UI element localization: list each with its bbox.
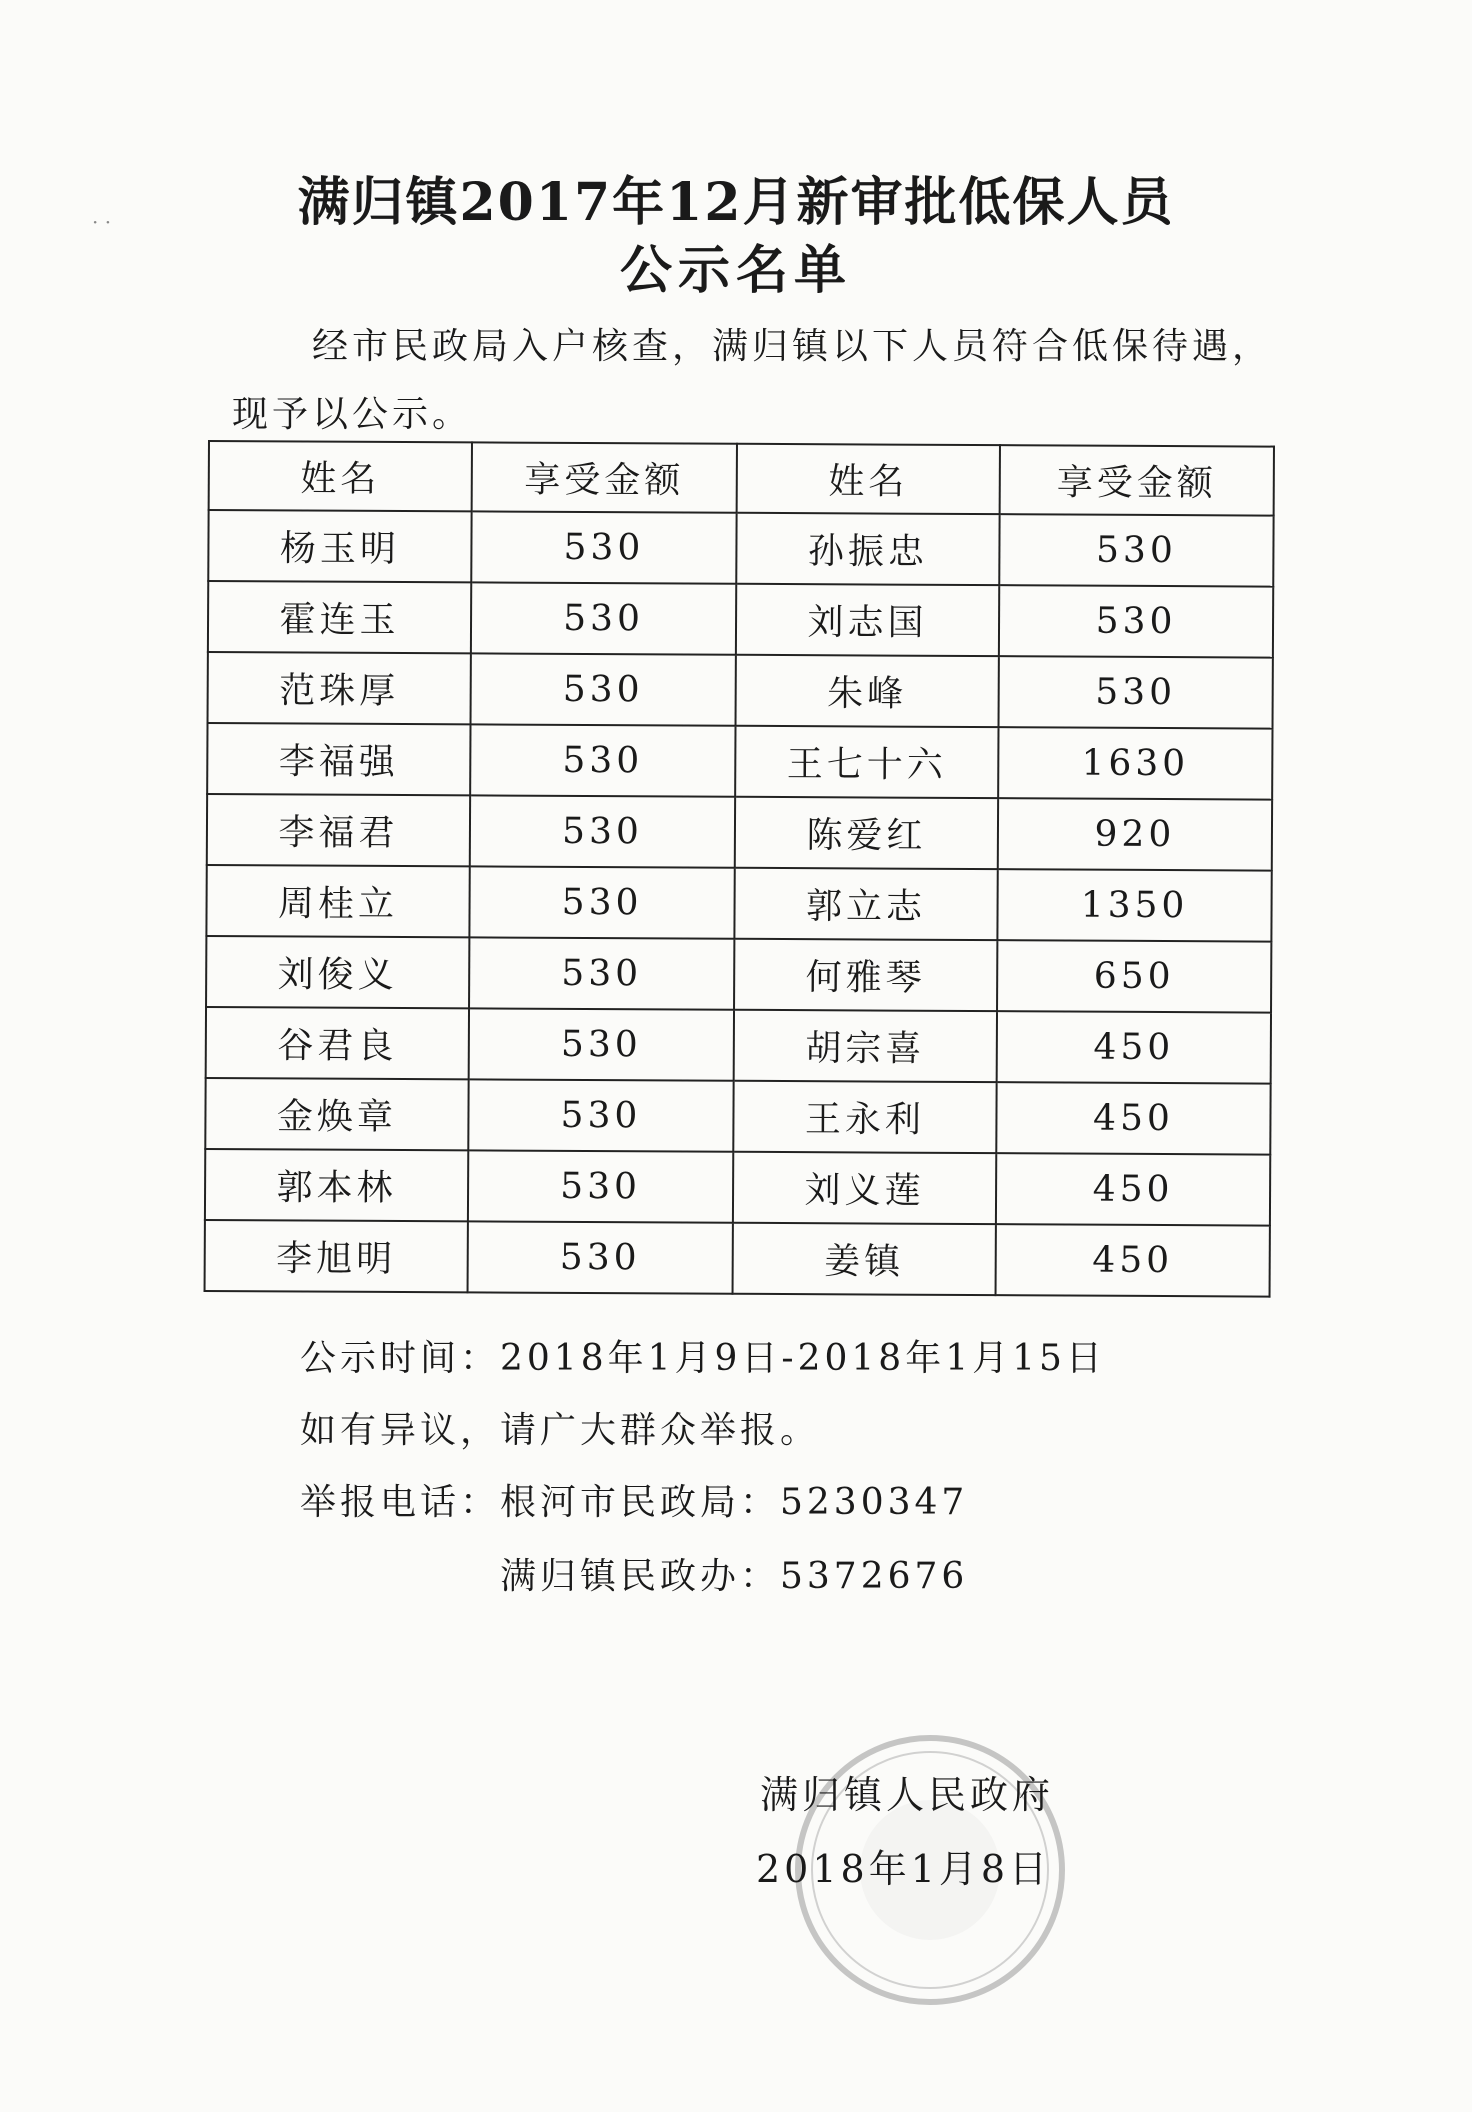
cell-amount: 450 <box>996 1224 1270 1296</box>
issuer-name: 满归镇人民政府 <box>760 1773 1055 1817</box>
cell-name: 何雅琴 <box>734 939 997 1011</box>
cell-name: 李福君 <box>207 794 470 866</box>
cell-name: 杨玉明 <box>208 510 471 582</box>
cell-name: 朱峰 <box>736 655 999 727</box>
table-header-row <box>209 441 1274 516</box>
hotline-label: 举报电话： <box>300 1482 501 1523</box>
cell-amount: 1350 <box>997 869 1271 941</box>
cell-amount: 530 <box>468 1221 733 1293</box>
cell-amount: 530 <box>469 866 734 938</box>
cell-name: 郭立志 <box>734 868 997 940</box>
report-hotline <box>300 1474 968 1525</box>
document-title-line1: 满归镇2017年12月新审批低保人员 <box>297 172 1175 233</box>
cell-amount: 530 <box>468 1150 733 1222</box>
cell-name: 郭本林 <box>205 1149 468 1221</box>
cell-name: 李福强 <box>207 723 470 795</box>
cell-amount: 530 <box>468 1079 733 1151</box>
table-row <box>205 1220 1270 1297</box>
issue-date: 2018年1月8日 <box>756 1847 1052 1891</box>
margin-mark: · · <box>92 210 112 234</box>
cell-amount: 530 <box>471 582 736 654</box>
cell-amount: 530 <box>469 937 734 1009</box>
cell-name: 金焕章 <box>205 1078 468 1150</box>
cell-name: 胡宗喜 <box>734 1010 997 1082</box>
cell-amount: 530 <box>999 514 1273 586</box>
header-amount-left: 享受金额 <box>472 442 737 512</box>
table-row <box>206 1007 1271 1084</box>
cell-amount: 530 <box>471 511 736 583</box>
intro-text-line1: 经市民政局入户核查，满归镇以下人员符合低保待遇， <box>312 326 1273 367</box>
hotline-town-office: 满归镇民政办：5372676 <box>500 1556 969 1597</box>
cell-amount: 450 <box>997 1011 1271 1083</box>
cell-amount: 530 <box>469 1008 734 1080</box>
hotline-city-bureau: 根河市民政局：5230347 <box>500 1482 969 1523</box>
cell-name: 刘志国 <box>736 584 999 656</box>
cell-name: 李旭明 <box>205 1220 468 1292</box>
table-row <box>206 936 1271 1013</box>
table-row <box>206 865 1271 942</box>
cell-name: 孙振忠 <box>736 513 999 585</box>
cell-amount: 530 <box>999 656 1273 728</box>
cell-amount: 450 <box>996 1153 1270 1225</box>
cell-name: 刘义莲 <box>733 1152 996 1224</box>
table-row <box>208 581 1273 658</box>
cell-amount: 650 <box>997 940 1271 1012</box>
table-row <box>208 652 1273 729</box>
table-row <box>205 1149 1270 1226</box>
cell-name: 王七十六 <box>735 726 998 798</box>
table-row <box>208 510 1273 587</box>
cell-name: 姜镇 <box>733 1223 996 1295</box>
cell-amount: 1630 <box>998 727 1272 799</box>
cell-name: 霍连玉 <box>208 581 471 653</box>
cell-amount: 450 <box>996 1082 1270 1154</box>
cell-name: 王永利 <box>733 1081 996 1153</box>
objection-note: 如有异议，请广大群众举报。 <box>300 1410 821 1451</box>
header-name-right: 姓名 <box>737 444 1000 514</box>
cell-name: 谷君良 <box>206 1007 469 1079</box>
table-row <box>205 1078 1270 1155</box>
cell-amount: 920 <box>998 798 1272 870</box>
cell-amount: 530 <box>471 653 736 725</box>
table-row <box>207 723 1272 800</box>
header-amount-right: 享受金额 <box>1000 445 1274 515</box>
intro-text-line2: 现予以公示。 <box>232 394 473 435</box>
header-name-left: 姓名 <box>209 441 472 511</box>
cell-name: 刘俊义 <box>206 936 469 1008</box>
beneficiary-table <box>204 440 1275 1298</box>
cell-name: 周桂立 <box>206 865 469 937</box>
notice-period: 公示时间：2018年1月9日-2018年1月15日 <box>300 1338 1106 1379</box>
cell-amount: 530 <box>470 795 735 867</box>
cell-amount: 530 <box>470 724 735 796</box>
table-row <box>207 794 1272 871</box>
document-title-line2: 公示名单 <box>619 240 852 301</box>
cell-name: 陈爱红 <box>735 797 998 869</box>
cell-name: 范珠厚 <box>208 652 471 724</box>
cell-amount: 530 <box>999 585 1273 657</box>
